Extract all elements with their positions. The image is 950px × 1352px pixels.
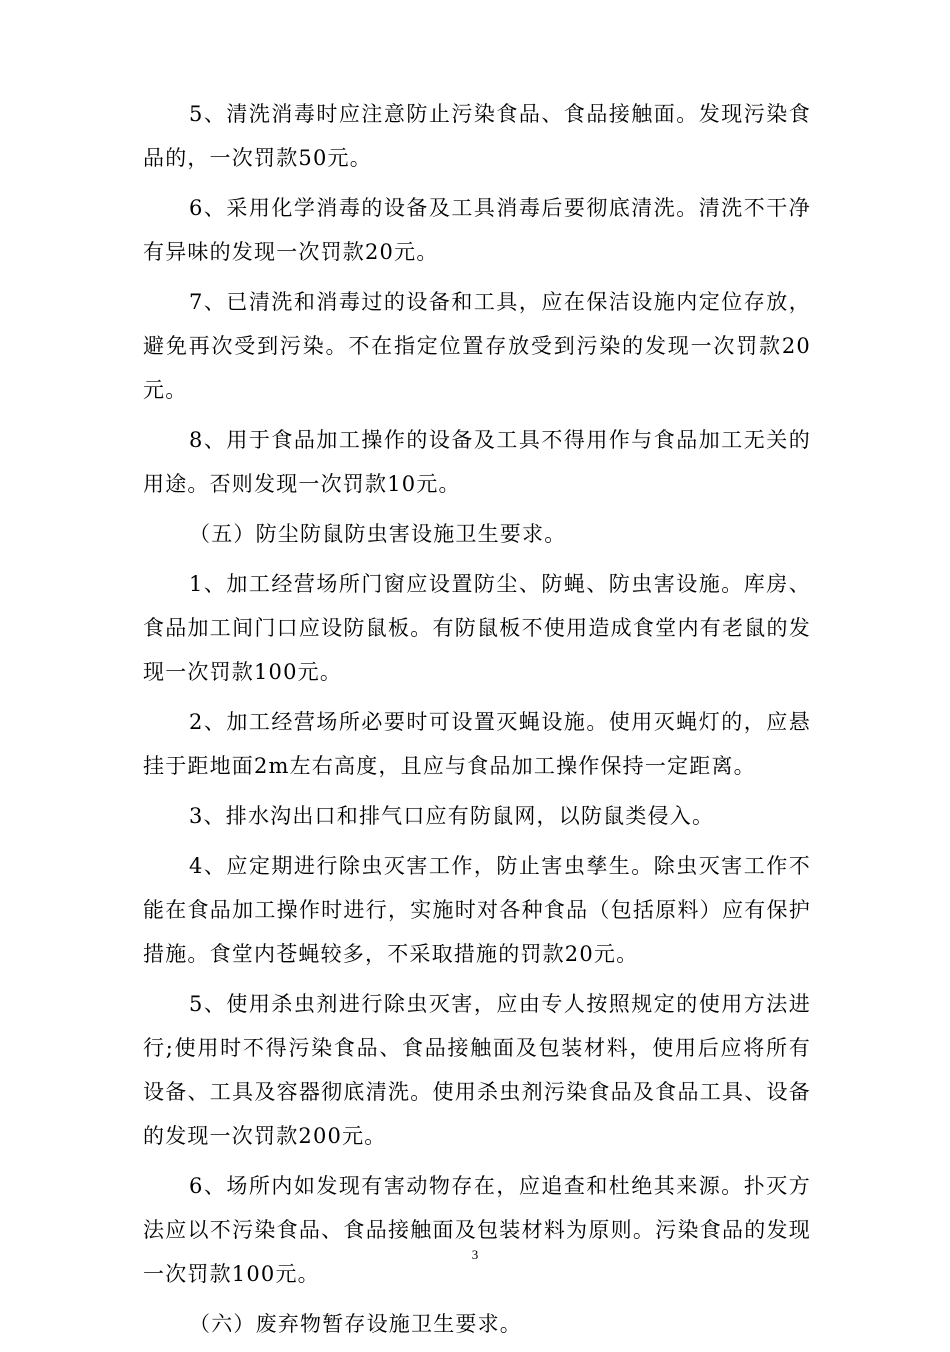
paragraph-item-1-doors-windows: 1、加工经营场所门窗应设置防尘、防蝇、防虫害设施。库房、食品加工间门口应设防鼠板。有防鼠板不使用造成食堂内有老鼠的发现一次罚款100元。 — [143, 572, 811, 684]
paragraph-item-2-fly-control: 2、加工经营场所必要时可设置灭蝇设施。使用灭蝇灯的，应悬挂于距地面2m左右高度，且应与食品加工操作保持一定距离。 — [143, 710, 811, 778]
paragraph-item-5-cleaning: 5、清洗消毒时应注意防止污染食品、食品接触面。发现污染食品的，一次罚款50元。 — [143, 102, 811, 170]
paragraph-item-3-drain-mesh: 3、排水沟出口和排气口应有防鼠网，以防鼠类侵入。 — [189, 804, 715, 828]
paragraph-item-4-pest-control: 4、应定期进行除虫灭害工作，防止害虫孳生。除虫灭害工作不能在食品加工操作时进行，实施时对各种食品（包括原料）应有保护措施。食堂内苍蝇较多，不采取措施的罚款20元。 — [143, 854, 811, 966]
paragraph-item-7-storage: 7、已清洗和消毒过的设备和工具，应在保洁设施内定位存放，避免再次受到污染。不在指定位置存放受到污染的发现一次罚款20元。 — [143, 290, 811, 402]
paragraph-item-5-insecticide: 5、使用杀虫剂进行除虫灭害，应由专人按照规定的使用方法进行;使用时不得污染食品、食品接触面及包装材料，使用后应将所有设备、工具及容器彻底清洗。使用杀虫剂污染食品及食品工具、设备的发现一次罚款200元。 — [143, 992, 811, 1148]
section-heading-five: （五）防尘防鼠防虫害设施卫生要求。 — [189, 522, 567, 546]
paragraph-item-6-chemical-disinfection: 6、采用化学消毒的设备及工具消毒后要彻底清洗。清洗不干净有异味的发现一次罚款20元。 — [143, 196, 811, 264]
section-heading-six: （六）废弃物暂存设施卫生要求。 — [189, 1312, 522, 1336]
paragraph-item-6-pests-source: 6、场所内如发现有害动物存在，应追查和杜绝其来源。扑灭方法应以不污染食品、食品接触面及包装材料为原则。污染食品的发现一次罚款100元。 — [143, 1174, 811, 1286]
paragraph-item-8-equipment-use: 8、用于食品加工操作的设备及工具不得用作与食品加工无关的用途。否则发现一次罚款10元。 — [143, 428, 811, 496]
page-number: 3 — [471, 1247, 479, 1262]
document-body — [143, 92, 811, 1352]
